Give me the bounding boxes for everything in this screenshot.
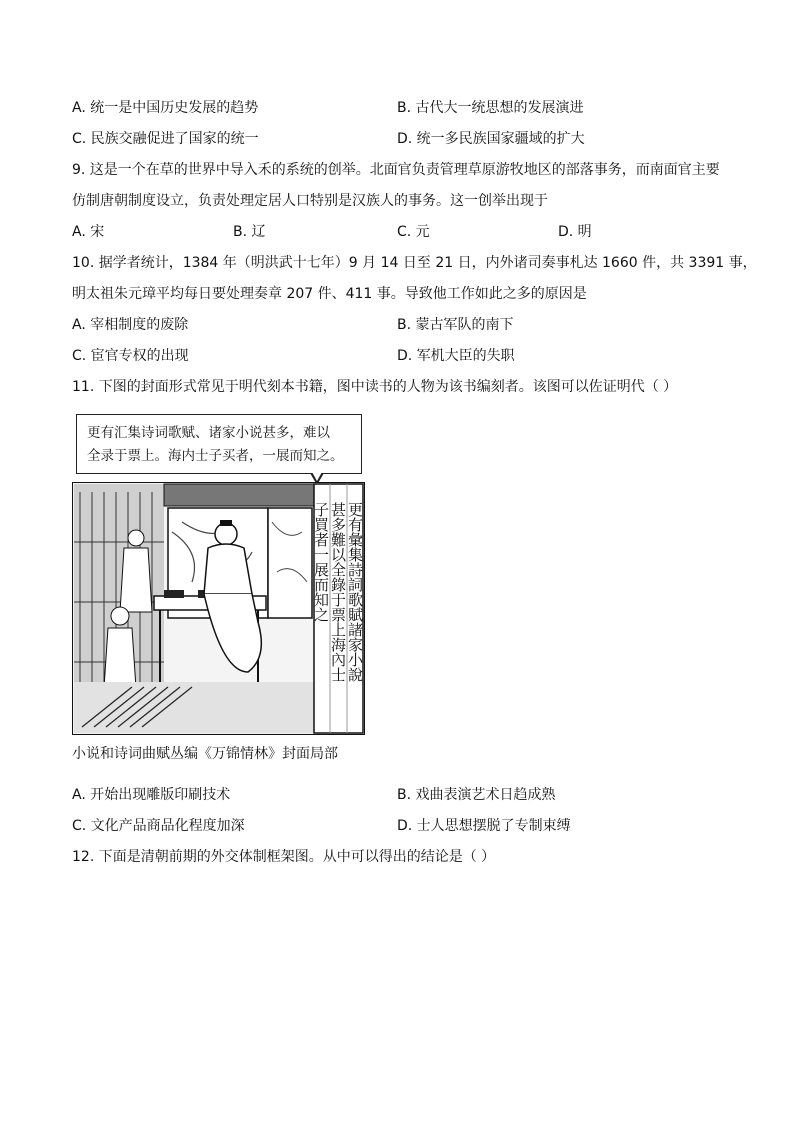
q11-stem-line1: 11. 下图的封面形式常见于明代刻本书籍，图中读书的人物为该书编刻者。该图可以佐证明代（ ） bbox=[72, 379, 678, 395]
woodcut-text-column-1: 更有彙集詩詞歌賦諸家小說 bbox=[346, 502, 364, 682]
speech-bubble-line2: 全录于票上。海内士子买者，一展而知之。 bbox=[87, 448, 344, 464]
q11-option-c: C. 文化产品商品化程度加深 bbox=[72, 818, 245, 834]
q8-option-d: D. 统一多民族国家疆域的扩大 bbox=[397, 131, 585, 147]
q10-option-b: B. 蒙古军队的南下 bbox=[397, 317, 514, 333]
q11-option-d: D. 士人思想摆脱了专制束缚 bbox=[397, 818, 571, 834]
q8-option-a: A. 统一是中国历史发展的趋势 bbox=[72, 100, 259, 116]
q8-option-c: C. 民族交融促进了国家的统一 bbox=[72, 131, 259, 147]
speech-bubble bbox=[76, 414, 362, 474]
q11-option-a: A. 开始出现雕版印刷技术 bbox=[72, 787, 231, 803]
q9-option-d: D. 明 bbox=[558, 224, 592, 240]
speech-bubble-line1: 更有汇集诗词歌赋、诸家小说甚多，难以 bbox=[87, 425, 330, 441]
woodcut-text-column-2: 甚多難以全錄于票上海內士 bbox=[329, 502, 347, 682]
q9-option-c: C. 元 bbox=[397, 224, 430, 240]
q9-stem-line1: 9. 这是一个在草的世界中导入禾的系统的创举。北面官负责管理草原游牧地区的部落事务，而南面官主要 bbox=[72, 162, 720, 178]
q9-option-a: A. 宋 bbox=[72, 224, 105, 240]
q12-stem-line1: 12. 下面是清朝前期的外交体制框架图。从中可以得出的结论是（ ） bbox=[72, 849, 496, 865]
q8-option-b: B. 古代大一统思想的发展演进 bbox=[397, 100, 584, 116]
q11-option-b: B. 戏曲表演艺术日趋成熟 bbox=[397, 787, 556, 803]
q10-option-a: A. 宰相制度的废除 bbox=[72, 317, 189, 333]
q9-stem-line2: 仿制唐朝制度设立，负责处理定居人口特别是汉族人的事务。这一创举出现于 bbox=[72, 193, 548, 209]
q10-stem-line1: 10. 据学者统计，1384 年（明洪武十七年）9 月 14 日至 21 日，内外诸司奏事札达 1660 件，共 3391 事， bbox=[72, 255, 757, 271]
q10-option-c: C. 宦官专权的出现 bbox=[72, 348, 189, 364]
woodcut-text-column-3: 子買者一展而知之 bbox=[312, 502, 330, 622]
q9-option-b: B. 辽 bbox=[233, 224, 266, 240]
woodcut-illustration bbox=[72, 482, 365, 735]
q10-option-d: D. 军机大臣的失职 bbox=[397, 348, 515, 364]
figure-caption: 小说和诗词曲赋丛编《万锦情林》封面局部 bbox=[72, 746, 338, 762]
q10-stem-line2: 明太祖朱元璋平均每日要处理奏章 207 件、411 事。导致他工作如此之多的原因是 bbox=[72, 286, 587, 302]
speech-bubble-pointer-fill bbox=[312, 472, 322, 481]
